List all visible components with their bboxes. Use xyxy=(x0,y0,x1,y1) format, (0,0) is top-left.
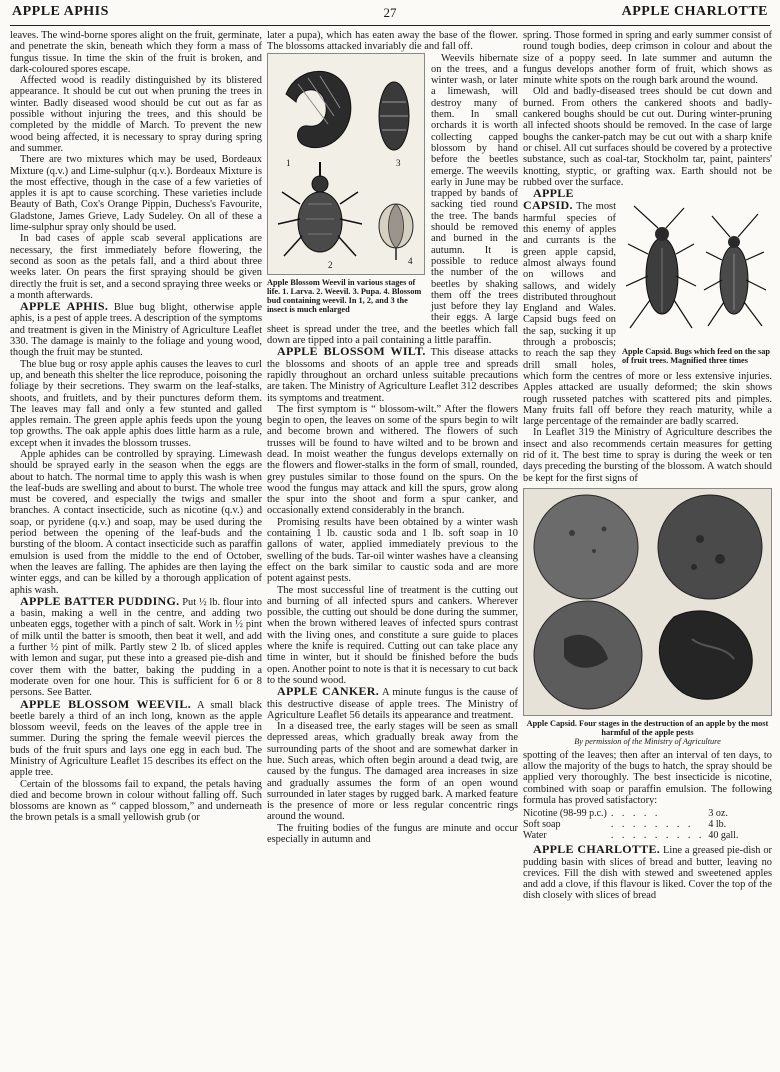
paragraph: spotting of the leaves; then after an interval of ten days, to allow the majority of the bugs to hatch, the spray should be applied very thoroughly. The best insecticide is nicotine, combined with soap or paraffin emulsion. The following formula has proved satisfactory: xyxy=(523,749,772,806)
entry-heading: APPLE BLOSSOM WEEVIL. xyxy=(20,696,191,711)
entry-text: A minute fungus is the cause of this destructive disease of apple trees. The Ministry of Agriculture Leaflet 56 details its appearance and treatment. xyxy=(267,687,518,721)
weevil-drawing xyxy=(268,54,424,274)
entry-text: The most harmful species of this enemy of apples and currants is the green apple capsid, almost always found on willows and sallows, and widely distributed throughout England and Wales. Capsid bugs feed on the sap, sucking it up through a proboscis; to reach the sap they drill small holes, which form the centres of more or less extensive injuries. Apples attacked are usually deformed; the skin shows rough russeted patches with scattered pits and pimples. Many fruits fall off before they reach maturity, while a large percentage of the remainder are badly scarred. xyxy=(523,201,772,428)
figure-label-1: 1 xyxy=(286,157,291,168)
formula-quantity: 4 lb. xyxy=(708,819,727,831)
column-1 xyxy=(10,30,262,1070)
capsid-bug-right xyxy=(704,214,766,326)
larva-shape xyxy=(286,71,351,147)
entry-text: A small black beetle barely a third of an inch long, known as the apple blossom weevil, feeds on the leaves of the apple tree in summer. During the spring the female weevil pierces the buds of the fruit spurs and lays one egg in each bud. The Ministry of Agriculture Leaflet 15 describes its effect on the apple tree. xyxy=(10,699,262,779)
paragraph: later a pupa), which has eaten away the base of the flower. The blossoms attacked invariably die and fall off. xyxy=(267,30,518,53)
formula-dots: . . . . . . . . xyxy=(610,819,694,831)
paragraph: leaves. The wind-borne spores alight on the fruit, germinate, and penetrate the skin, beneath which they form a mass of fungus tissue. In time the skin of the fruit is broken, and dark-coloured spores escape. xyxy=(10,30,262,75)
column-2 xyxy=(267,30,518,1070)
entry-heading: APPLE CAPSID. xyxy=(523,186,574,213)
figure-label-2: 2 xyxy=(328,259,333,270)
entry-apple-canker xyxy=(267,686,518,721)
formula-row xyxy=(523,819,742,830)
entry-apple-blossom-wilt xyxy=(267,346,518,403)
column-3 xyxy=(523,30,772,1070)
figure-credit: By permission of the Ministry of Agriculture xyxy=(574,737,721,747)
formula-row xyxy=(523,808,742,819)
figure-label-3: 3 xyxy=(396,157,401,168)
formula-quantity: 40 gall. xyxy=(708,830,739,842)
capsid-bug-caption: Apple Capsid. Bugs which feed on the sap of fruit trees. Magnified three times xyxy=(622,347,770,366)
formula-dots: . . . . . xyxy=(610,808,661,820)
apple-stage-1 xyxy=(534,495,638,599)
entry-apple-aphis xyxy=(10,301,262,358)
entry-text: Line a greased pie-dish or pudding basin with slices of bread and butter, leaving no crevices. Fill the dish with stewed and sweetened apples and add a clove, if this flavour is liked. Cover the top of the dish closely with slices of bread xyxy=(523,845,772,902)
formula-quantity: 3 oz. xyxy=(708,808,728,820)
paragraph: Weevils hibernate on the trees, and a winter wash, or later a limewash, will destroy many of them. In small orchards it is worth collecting capped blossom by hand before the beetles emerge. The weevils early in June may be trapped by bands of sacking tied round the tree. The bands should be removed and burned in the autumn. It is possible to reduce the number of the beetles by shaking them off the trees just before they lay their eggs. A large sheet is spread under the tree, and the beetles which fall down are tipped into a pail containing a little paraffin. xyxy=(267,52,518,347)
paragraph: In bad cases of apple scab several applications are necessary, the first immediately before flowering, the second as soon as the petals fall, and a third about three weeks later. On pears the first spraying should be given directly the fruit is set, and a second spraying three weeks or a month afterwards. xyxy=(10,233,262,301)
insecticide-formula-table xyxy=(523,808,742,841)
capsid-bugs-drawing xyxy=(622,204,770,344)
formula-item: Soft soap xyxy=(523,819,561,831)
formula-dots: . . . . . . . . . xyxy=(610,830,705,842)
apple-photo-plate xyxy=(523,488,772,716)
capsid-bug-illustration xyxy=(622,204,770,344)
paragraph: There are two mixtures which may be used, Bordeaux Mixture (q.v.) and Lime-sulphur (q.v.). Bordeaux Mixture is the most effective, though in the case of a few varieties of apples it is apt to cause scorching. These varieties include Beauty of Bath, Cox's Orange Pippin, Duchess's Favourite, Gladstone, James Grieve, Lady Sudeley. On all of these a lime-sulphur spray only should be used. xyxy=(10,154,262,234)
entry-text: Blue bug blight, otherwise apple aphis, is a pest of apple trees. A description of the symptoms and treatment is given in the Ministry of Agriculture Leaflet 330. The damage is mainly to the foliage and young wood, though the fruit may be stunted. xyxy=(10,302,262,359)
formula-row xyxy=(523,830,742,841)
running-header xyxy=(10,4,770,26)
paragraph: Promising results have been obtained by a winter wash containing 1 lb. caustic soda and 1 lb. soft soap in 10 gallons of water, applied immediately previous to the swelling of the buds. Tar-oil winter washes have a cleansing effect on the bark similar to caustic soda and are more potent against pests. xyxy=(267,516,518,585)
apple-stage-2 xyxy=(658,495,762,599)
capsid-bug-left xyxy=(626,206,696,328)
entry-apple-blossom-weevil xyxy=(10,696,262,779)
paragraph: In a diseased tree, the early stages will be seen as small depressed areas, which gradually break away from the surrounding parts of the shoot and are somewhat darker in hue. Such areas, which often begin around a dead twig, are caused by the fungus. The damaged area increases in size and gradually assumes the form of an open wound surrounded in later stages by rugged bark. A marked feature is the presence of more or less regular concentric rings around the wound. xyxy=(267,721,518,823)
formula-item: Water xyxy=(523,830,547,842)
entry-heading: APPLE CHARLOTTE. xyxy=(533,842,661,857)
page-number: 27 xyxy=(383,5,397,20)
weevil-illustration xyxy=(267,53,425,275)
entry-heading: APPLE CANKER. xyxy=(277,684,380,699)
header-left-guide-word: APPLE APHIS xyxy=(12,4,109,19)
paragraph: The first symptom is “ blossom-wilt.” After the flowers begin to open, the leaves on some of the spurs begin to wilt and become brown and withered. The flowers of such trusses will be found to have wilted and to be brown and dead. In moist weather the fungus develops externally on the flowers and flower-stalks in the form of small, rounded, grey pustules similar to those found on the spurs. On the wood the fungus may attack and kill the spurs, grow along the spur into the shoot and form a spur canker, and occasionally extend considerably in the branch. xyxy=(267,403,518,517)
entry-heading: APPLE BATTER PUDDING. xyxy=(20,593,180,608)
paragraph: The blue bug or rosy apple aphis causes the leaves to curl up, and beneath this shelter the lice reproduce, poisoning the foliage by their secretions. They swarm on the leaf-stalks, shoots, and fruitlets, and by their punctures deform them. The leaves may fall and only a few stunted and galled apples remain. The green apple aphis feeds upon the young top growths. The oak apple aphis does little harm as a rule, except when it invades the blossom trusses. xyxy=(10,358,262,449)
apple-destruction-caption: Apple Capsid. Four stages in the destruction of an apple by the most harmful of the apple pests xyxy=(526,718,769,738)
paragraph: Apple aphides can be controlled by spraying. Limewash should be sprayed early in the season when the eggs are about to hatch. The normal time to apply this wash is when the leaf-buds are swelling and about to burst. The whole tree must be covered, and especially the twigs and smaller branches. A contact insecticide, such as nicotine (q.v.) and soap, or pyridene (q.v.) and soap, may be used during the period between the opening of the leaf-buds and the bursting of the bloom. A contact insecticide such as paraffin emulsion is used from the middle to the end of October, when the leaves are falling. The aphides are then laying the winter eggs, and can be killed by a thorough application of aphis wash. xyxy=(10,448,262,596)
apple-destruction-figure xyxy=(523,488,772,747)
entry-heading: APPLE APHIS. xyxy=(20,299,109,314)
paragraph: In Leaflet 319 the Ministry of Agriculture describes the insect and also recommends certain measures for getting rid of it. The best time to spray is during the week or ten days preceding the bursting of the blossom. A watch should be kept for the first signs of xyxy=(523,427,772,484)
paragraph: Certain of the blossoms fail to expand, the petals having died and become brown in colour without falling off. Such blossoms are known as “ capped blossom,” and underneath the brown petals is a small yellowish grub (or xyxy=(10,778,262,824)
entry-text: This disease attacks the blossoms and shoots of an apple tree and spreads rapidly throughout an orchard unless suitable precautions are taken. The Ministry of Agriculture Leaflet 312 describes its symptoms and treatment. xyxy=(267,347,518,404)
weevil-figure xyxy=(267,53,425,315)
paragraph: spring. Those formed in spring and early summer consist of round tough bodies, deep crimson in colour and about the size of a poppy seed. In late summer and autumn the fungus develops another form of fruit, which shows as minute white spots on the rough bark around the wound. xyxy=(523,30,772,87)
figure-label-4: 4 xyxy=(408,255,413,266)
paragraph: Affected wood is readily distinguished by its blistered appearance. It should be cut out when pruning the trees in winter. Badly diseased wood should be cut out as far as possible without injuring the trees, and this should be completed by the middle of March. To prevent the new wood being affected, it is necessary to spray during spring and summer. xyxy=(10,75,262,154)
capsid-bug-figure xyxy=(622,204,772,366)
entry-apple-batter-pudding xyxy=(10,593,262,699)
paragraph: The most successful line of treatment is the cutting out and burning of all infected spurs and cankers. Wherever possible, the cutting out should be done during the summer, when the brown withered leaves of infected spurs contrast with the living ones, and constitute a sure guide to places where the knife is required. Cutting out can take place any time in winter, but it should be finished before the buds open. Another point to note is that it is necessary to cut back to the sound wood. xyxy=(267,584,518,686)
entry-text: Put ½ lb. flour into a basin, making a well in the centre, and adding two unbeaten eggs, together with a pinch of salt. Work in ½ pint of milk until the batter is smooth, then beat it well, and add a further ½ pint of milk. Partly stew 2 lb. of sliced apples with lemon and sugar, put these into a greased pie-dish and cover them with the batter, baking the pudding in a moderate oven for one hour. This is sufficient for 6 or 8 persons. See Batter. xyxy=(10,596,262,699)
paragraph: Old and badly-diseased trees should be cut down and burned. From others the cankered shoots and badly-cankered boughs should be cut out. During winter-pruning all infected shoots should be removed. In the case of large boughs the canker-patch may be cut out with a sharp knife or chisel. All cut surfaces should be covered by a protective substance, such as coal-tar, Stockholm tar, paint, painters' knotting, styptic, or grafting wax. Earth should not be rubbed over the surface. xyxy=(523,86,772,188)
weevil-head xyxy=(312,176,328,192)
entry-heading: APPLE BLOSSOM WILT. xyxy=(277,344,426,359)
entry-apple-charlotte xyxy=(523,844,772,901)
header-right-guide-word: APPLE CHARLOTTE xyxy=(621,4,768,19)
paragraph: The fruiting bodies of the fungus are minute and occur especially in autumn and xyxy=(267,822,518,846)
weevil-body xyxy=(298,192,342,252)
header-rule xyxy=(10,25,770,26)
weevil-figure-caption: Apple Blossom Weevil in various stages of life. 1. Larva. 2. Weevil. 3. Pupa. 4. Blossom bud containing weevil. In 1, 2, and 3 the insect is much enlarged xyxy=(267,277,422,315)
apples-photo xyxy=(524,489,771,715)
formula-item: Nicotine (98-99 p.c.) xyxy=(523,808,607,820)
